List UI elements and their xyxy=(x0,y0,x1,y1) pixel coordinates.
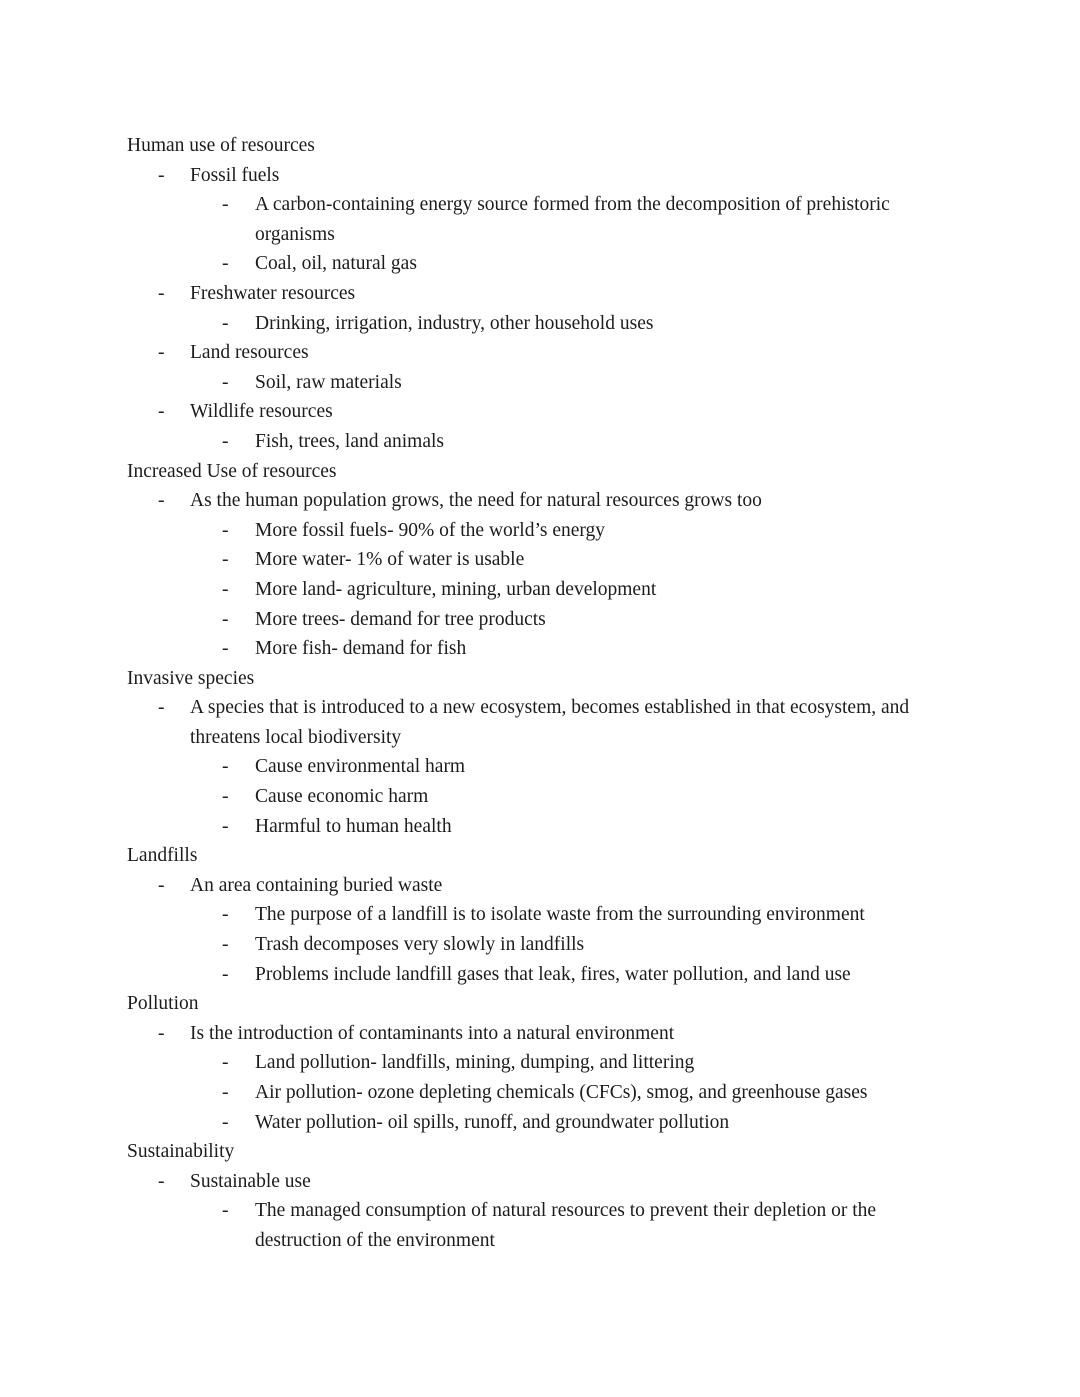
note-text: Problems include landfill gases that leak, fires, water pollution, and land use xyxy=(255,963,851,985)
note-text: Invasive species xyxy=(127,667,255,689)
bullet-dash: - xyxy=(222,638,229,660)
note-text: More fish- demand for fish xyxy=(255,638,467,660)
bullet-dash: - xyxy=(222,519,229,541)
note-text: Land pollution- landfills, mining, dumping, and littering xyxy=(255,1052,695,1074)
note-line xyxy=(222,930,958,960)
bullet-dash: - xyxy=(158,1022,165,1044)
bullet-dash: - xyxy=(222,371,229,393)
bullet-dash: - xyxy=(222,608,229,630)
note-line xyxy=(222,545,958,575)
note-line xyxy=(158,397,958,427)
bullet-dash: - xyxy=(158,697,165,719)
note-line xyxy=(127,457,958,487)
note-text: Coal, oil, natural gas xyxy=(255,253,417,275)
note-line xyxy=(222,190,958,249)
note-line xyxy=(222,1078,958,1108)
bullet-dash: - xyxy=(222,194,229,216)
note-text: Sustainable use xyxy=(190,1170,311,1192)
note-line xyxy=(222,427,958,457)
note-line xyxy=(222,368,958,398)
note-line xyxy=(222,575,958,605)
bullet-dash: - xyxy=(158,282,165,304)
bullet-dash: - xyxy=(158,164,165,186)
note-text: Trash decomposes very slowly in landfills xyxy=(255,934,585,956)
bullet-dash: - xyxy=(222,578,229,600)
bullet-dash: - xyxy=(222,934,229,956)
note-line xyxy=(222,634,958,664)
bullet-dash: - xyxy=(222,815,229,837)
notes-content xyxy=(127,131,958,1256)
bullet-dash: - xyxy=(222,1082,229,1103)
bullet-dash: - xyxy=(222,963,229,985)
note-line xyxy=(222,782,958,812)
note-text: More land- agriculture, mining, urban development xyxy=(255,578,657,600)
bullet-dash: - xyxy=(222,1052,229,1074)
note-line xyxy=(158,1167,958,1197)
note-text: The managed consumption of natural resources to prevent their depletion or the destruction of the environment xyxy=(255,1200,877,1251)
note-text: More fossil fuels- 90% of the world’s energy xyxy=(255,519,606,541)
note-line xyxy=(222,900,958,930)
note-line xyxy=(158,279,958,309)
note-text: Is the introduction of contaminants into a natural environment xyxy=(190,1022,675,1044)
note-text: Harmful to human health xyxy=(255,815,452,837)
note-text: Fossil fuels xyxy=(190,164,280,186)
note-line xyxy=(127,1137,958,1167)
note-line xyxy=(222,605,958,635)
bullet-dash: - xyxy=(158,874,165,896)
bullet-dash: - xyxy=(222,312,229,334)
note-line xyxy=(222,1196,958,1255)
note-text: As the human population grows, the need for natural resources grows too xyxy=(190,490,762,512)
bullet-dash: - xyxy=(222,549,229,571)
note-line xyxy=(127,664,958,694)
note-text: Air pollution- ozone depleting chemicals (CFCs), smog, and greenhouse gases xyxy=(255,1082,868,1103)
note-text: A carbon-containing energy source formed from the decomposition of prehistoric organisms xyxy=(255,194,890,245)
note-line xyxy=(127,131,958,161)
bullet-dash: - xyxy=(222,756,229,778)
note-text: Pollution xyxy=(127,993,199,1015)
note-line xyxy=(158,161,958,191)
bullet-dash: - xyxy=(222,1111,229,1133)
note-text: A species that is introduced to a new ecosystem, becomes established in that ecosystem, and threatens local biodiversity xyxy=(190,697,910,748)
note-text: Drinking, irrigation, industry, other household uses xyxy=(255,312,654,334)
note-text: Human use of resources xyxy=(127,135,315,156)
note-line xyxy=(158,338,958,368)
bullet-dash: - xyxy=(158,401,165,423)
note-text: Sustainability xyxy=(127,1141,235,1163)
bullet-dash: - xyxy=(158,1170,165,1192)
note-line xyxy=(158,1019,958,1049)
note-line xyxy=(222,1048,958,1078)
bullet-dash: - xyxy=(158,342,165,364)
note-text: The purpose of a landfill is to isolate waste from the surrounding environment xyxy=(255,904,865,926)
note-line xyxy=(158,871,958,901)
bullet-dash: - xyxy=(222,253,229,275)
note-text: Fish, trees, land animals xyxy=(255,430,445,452)
note-text: Water pollution- oil spills, runoff, and groundwater pollution xyxy=(255,1111,730,1133)
note-line xyxy=(222,249,958,279)
note-text: Landfills xyxy=(127,845,198,867)
bullet-dash: - xyxy=(222,1200,229,1222)
note-line xyxy=(222,812,958,842)
note-line xyxy=(222,752,958,782)
note-line xyxy=(158,486,958,516)
bullet-dash: - xyxy=(222,430,229,452)
note-text: Cause economic harm xyxy=(255,786,429,808)
note-line xyxy=(222,309,958,339)
bullet-dash: - xyxy=(158,490,165,512)
note-text: More trees- demand for tree products xyxy=(255,608,546,630)
note-text: An area containing buried waste xyxy=(190,874,443,896)
note-line xyxy=(222,960,958,990)
note-line xyxy=(127,841,958,871)
bullet-dash: - xyxy=(222,904,229,926)
note-text: Wildlife resources xyxy=(190,401,333,423)
note-text: Freshwater resources xyxy=(190,282,356,304)
note-line xyxy=(158,693,958,752)
note-text: Soil, raw materials xyxy=(255,371,402,393)
note-line xyxy=(222,1108,958,1138)
note-line xyxy=(127,989,958,1019)
bullet-dash: - xyxy=(222,786,229,808)
note-text: Land resources xyxy=(190,342,309,364)
note-text: More water- 1% of water is usable xyxy=(255,549,525,571)
note-text: Cause environmental harm xyxy=(255,756,466,778)
note-text: Increased Use of resources xyxy=(127,460,337,482)
note-line xyxy=(222,516,958,546)
